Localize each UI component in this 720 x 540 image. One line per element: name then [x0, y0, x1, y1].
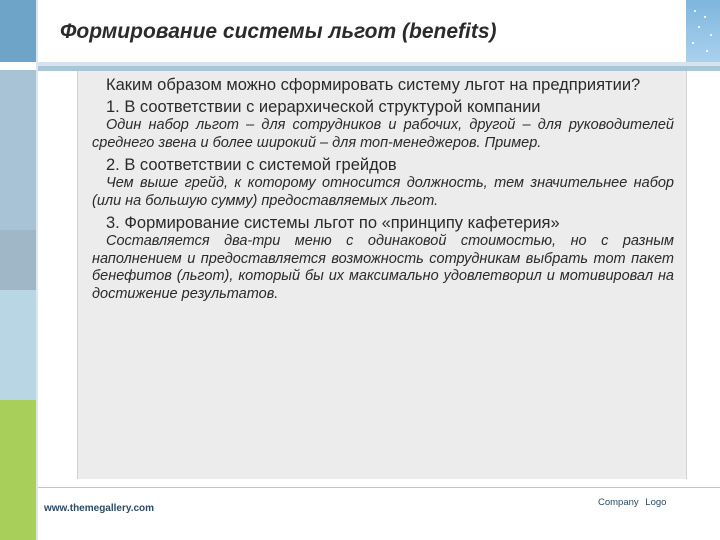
corner-decoration: [686, 0, 720, 62]
strip-divider: [36, 0, 38, 540]
corner-dot: [706, 50, 708, 52]
corner-dot: [694, 10, 696, 12]
point-2-detail: Чем выше грейд, к которому относится должность, тем значительнее набор (или на большую сумму) предоставляемых льгот.: [92, 175, 674, 209]
point-1-detail: Один набор льгот – для сотрудников и рабочих, другой – для руководителей среднего звена и более широкий – для топ-менеджеров. Пример.: [92, 117, 674, 151]
strip-block-pale-blue: [0, 290, 38, 400]
corner-dot: [704, 16, 706, 18]
point-3-heading: 3. Формирование системы льгот по «принципу кафетерия»: [106, 214, 560, 232]
corner-dot: [698, 26, 700, 28]
strip-gap: [0, 62, 38, 70]
corner-dot: [710, 34, 712, 36]
strip-block-grey-blue: [0, 230, 38, 290]
content-panel: [77, 71, 687, 479]
strip-block-light-blue: [0, 70, 38, 230]
point-2-heading: 2. В соответствии с системой грейдов: [106, 156, 397, 174]
footer-website: www.themegallery.com: [44, 503, 155, 514]
strip-block-green: [0, 400, 38, 540]
strip-block-blue: [0, 0, 38, 62]
company-logo-text: Company Logo: [598, 497, 667, 508]
point-3-detail: Составляется два-три меню с одинаковой стоимостью, но с разным наполнением и предоставляется возможность сотрудникам выбрать тот пакет бенефитов (льгот), который бы их максимально удовлетворил и мотивировал на достижение результатов.: [92, 233, 674, 302]
left-decorative-strip: [0, 0, 38, 540]
footer-divider: [38, 487, 720, 488]
intro-question: Каким образом можно сформировать систему льгот на предприятии?: [106, 76, 641, 94]
point-1-heading: 1. В соответствии с иерархической структурой компании: [106, 98, 541, 116]
slide-title: Формирование системы льгот (benefits): [60, 20, 497, 43]
corner-dot: [692, 42, 694, 44]
